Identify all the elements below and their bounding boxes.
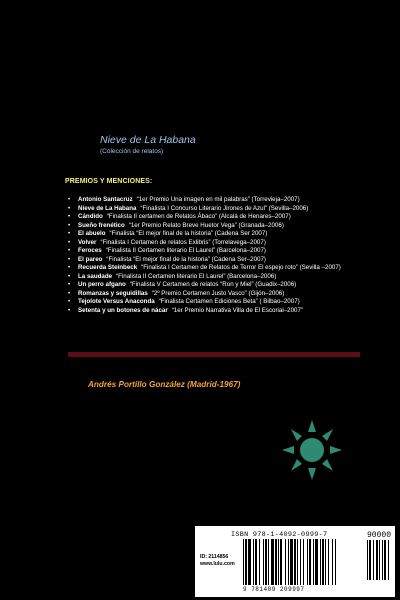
award-item xyxy=(68,264,358,273)
price-barcode xyxy=(367,540,391,580)
award-title: La saudade xyxy=(78,272,113,280)
award-item xyxy=(68,281,358,290)
award-title: Nieve de La Habana xyxy=(78,204,137,212)
award-title: Volver xyxy=(78,238,97,246)
award-detail: “Finalista II Certamen literario El Laurel” (Barcelona–2007) xyxy=(105,247,266,254)
lulu-site: www.lulu.com xyxy=(200,561,235,567)
award-item xyxy=(68,230,358,239)
award-title: Sueño frenético xyxy=(78,221,125,229)
lulu-block xyxy=(200,554,238,568)
awards-list xyxy=(68,196,358,315)
award-detail: “Finalista II Certamen literario El Laurel” (Barcelona–2006) xyxy=(116,272,277,280)
award-detail: “Finalista “El mejor final de la historia” (Cadena Ser–2007) xyxy=(106,255,266,263)
awards-heading: PREMIOS Y MENCIONES: xyxy=(65,178,153,185)
award-item xyxy=(68,196,358,205)
ean-digits: 9 781409 209997 xyxy=(243,586,305,593)
award-detail: “Finalista II certamen de Relatos Ábaco” (Alcalá de Henares–2007) xyxy=(106,213,291,220)
award-item xyxy=(68,273,358,282)
award-item xyxy=(68,222,358,231)
award-detail: “Finalista I Concurso Literario Jirones de Azul” (Sevilla–2006) xyxy=(140,204,309,212)
author-name: Andrés Portillo González (Madrid-1967) xyxy=(88,380,241,389)
barcode-box xyxy=(195,526,395,597)
award-item xyxy=(68,256,358,265)
award-item xyxy=(68,247,358,256)
award-detail: “1er Premio Una imagen en mil palabras” (Torrevieja–2007) xyxy=(136,196,300,203)
award-detail: “Finalista “El mejor final de la historia” (Cadena Ser 2007) xyxy=(109,230,268,237)
award-title: Un perro afgano xyxy=(78,281,126,288)
award-item xyxy=(68,298,358,307)
award-title: Tejolote Versus Anaconda xyxy=(78,298,155,305)
award-title: Recuerda Steinbeck xyxy=(78,264,138,271)
award-title: El pareo xyxy=(78,255,103,263)
award-item xyxy=(68,307,358,316)
award-title: El abuelo xyxy=(78,230,106,237)
price-code: 90000 xyxy=(367,531,392,540)
award-item xyxy=(68,205,358,214)
award-detail: “1er Premio Relato Breve Huetor Vega” (Granada–2006) xyxy=(128,221,284,229)
award-title: Setenta y un botones de nácar xyxy=(78,306,168,314)
lulu-id: ID: 2114856 xyxy=(200,554,229,560)
award-title: Antonio Santacruz xyxy=(78,196,133,203)
book-title: Nieve de La Habana xyxy=(100,134,196,146)
book-subtitle: (Colección de relatos) xyxy=(100,148,164,155)
award-title: Cándido xyxy=(78,213,103,220)
award-detail: “2º Premio Certamen Justo Vasco” (Gijón–2006) xyxy=(151,289,285,297)
barcode-bars xyxy=(243,539,361,587)
award-detail: “Finalista I Certamen de relatos Exlibris” (Torrelavega–2007) xyxy=(100,238,266,246)
award-detail: “Finalista I Certamen de Relatos de Terror El espejo roto” (Sevilla –2007) xyxy=(141,264,341,271)
award-title: Feroces xyxy=(78,247,102,254)
isbn-label: ISBN 978-1-4092-0999-7 xyxy=(231,531,328,539)
award-item xyxy=(68,239,358,248)
divider-bar xyxy=(68,352,360,357)
award-item xyxy=(68,213,358,222)
award-item xyxy=(68,290,358,299)
award-detail: “Finalista V Certamen de relatos “Ron y Miel” (Guadix–2006) xyxy=(129,281,297,288)
award-title: Romanzas y seguidillas xyxy=(78,289,148,297)
award-detail: “Finalista Certamen Ediciones Beta” ( Bilbao–2007) xyxy=(158,298,300,305)
award-detail: “1er Premio Narrativa Villa de El Escorial–2007” xyxy=(171,306,304,314)
sun-icon xyxy=(282,418,342,482)
